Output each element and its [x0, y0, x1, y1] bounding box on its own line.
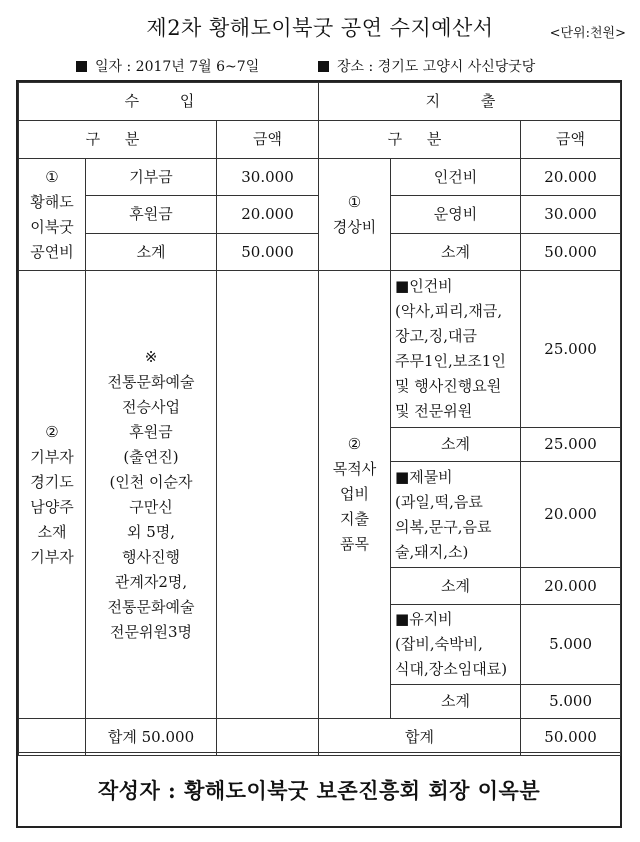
expense-group-ordinary: ① 경상비 — [319, 159, 391, 271]
income-amount: 20.000 — [217, 196, 319, 234]
income-amount-header: 금액 — [217, 121, 319, 159]
date-info — [76, 56, 259, 76]
expense-amount: 20.000 — [521, 159, 621, 196]
income-subtotal: 50.000 — [217, 234, 319, 271]
document-title: 제2차 황해도이북굿 공연 수지예산서 — [146, 16, 494, 40]
income-header: 수 입 — [19, 83, 319, 121]
unit-label: <단위:천원> — [549, 26, 626, 41]
column-header-row — [19, 121, 621, 159]
income-donor-note: ※ 전통문화예술 전승사업 후원금 (출연진) (인천 이순자 구만신 외 5명, 행사진행 관계자2명, 전통문화예술 전문위원3명 — [86, 271, 217, 719]
income-donor-amount — [217, 271, 319, 719]
expense-detail-amount: 25.000 — [521, 271, 621, 428]
expense-total-label: 합계 — [319, 719, 521, 756]
expense-subtotal-label: 소계 — [391, 234, 521, 271]
place-info — [318, 56, 535, 76]
expense-detail-offerings: ■제물비 (과일,떡,음료 의복,문구,음료 술,돼지,소) — [391, 462, 521, 568]
expense-total: 50.000 — [521, 719, 621, 756]
expense-detail-labor: ■인건비 (악사,피리,재금, 장고,징,대금 주무1인,보조1인 및 행사진행요원 및 전문위원 — [391, 271, 521, 428]
income-item: 기부금 — [86, 159, 217, 196]
blank-cell — [19, 719, 86, 756]
income-category-header: 구 분 — [19, 121, 217, 159]
expense-subtotal: 5.000 — [521, 685, 621, 719]
expense-subtotal-label: 소계 — [391, 685, 521, 719]
expense-subtotal-label: 소계 — [391, 568, 521, 605]
square-bullet-icon — [318, 61, 329, 72]
expense-amount-header: 금액 — [521, 121, 621, 159]
table-row — [19, 159, 621, 196]
section-header-row — [19, 83, 621, 121]
budget-table — [18, 82, 621, 756]
blank-cell — [217, 719, 319, 756]
income-group-performance: ① 황해도 이북굿 공연비 — [19, 159, 86, 271]
expense-group-purpose: ② 목적사 업비 지출 품목 — [319, 271, 391, 719]
expense-subtotal-label: 소계 — [391, 428, 521, 462]
income-item: 후원금 — [86, 196, 217, 234]
expense-detail-amount: 5.000 — [521, 605, 621, 685]
square-bullet-icon — [76, 61, 87, 72]
author-line: 작성자 : 황해도이북굿 보존진흥회 회장 이옥분 — [18, 752, 620, 826]
expense-item: 운영비 — [391, 196, 521, 234]
income-group-donor: ② 기부자 경기도 남양주 소재 기부자 — [19, 271, 86, 719]
expense-amount: 30.000 — [521, 196, 621, 234]
expense-detail-amount: 20.000 — [521, 462, 621, 568]
expense-category-header: 구 분 — [319, 121, 521, 159]
expense-subtotal: 50.000 — [521, 234, 621, 271]
income-total: 합계 50.000 — [86, 719, 217, 756]
expense-detail-maintenance: ■유지비 (잡비,숙박비, 식대,장소임대료) — [391, 605, 521, 685]
income-amount: 30.000 — [217, 159, 319, 196]
date-text: 일자 : 2017년 7월 6~7일 — [95, 59, 260, 75]
expense-item: 인건비 — [391, 159, 521, 196]
table-row — [19, 271, 621, 428]
expense-subtotal: 20.000 — [521, 568, 621, 605]
income-subtotal-label: 소계 — [86, 234, 217, 271]
total-row — [19, 719, 621, 756]
place-text: 장소 : 경기도 고양시 사신당굿당 — [337, 59, 536, 75]
expense-header: 지 출 — [319, 83, 621, 121]
expense-subtotal: 25.000 — [521, 428, 621, 462]
